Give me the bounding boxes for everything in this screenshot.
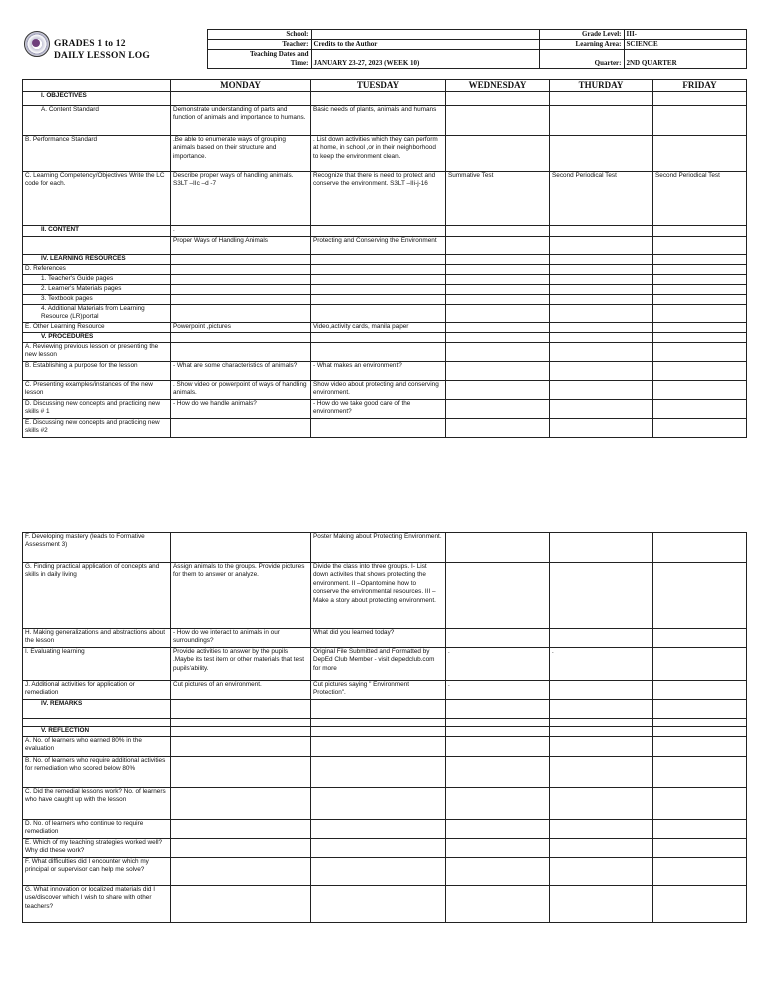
- cell-wednesday: [446, 323, 550, 333]
- cell-friday: [653, 333, 747, 343]
- table-row: [23, 255, 747, 265]
- cell-friday: [653, 419, 747, 438]
- cell-monday: [171, 858, 311, 886]
- cell-thursday: [550, 275, 653, 285]
- table-row: [23, 629, 747, 648]
- table-row: [23, 820, 747, 839]
- row-label: V. PROCEDURES: [23, 333, 171, 343]
- cell-friday: [653, 255, 747, 265]
- cell-wednesday: [446, 275, 550, 285]
- cell-thursday: [550, 563, 653, 629]
- table-row: [23, 839, 747, 858]
- cell-tuesday: [311, 820, 446, 839]
- cell-thursday: [550, 700, 653, 719]
- cell-monday: [171, 255, 311, 265]
- cell-tuesday: [311, 700, 446, 719]
- row-label: A. Reviewing previous lesson or presenting the new lesson: [23, 343, 171, 362]
- cell-thursday: Second Periodical Test: [550, 172, 653, 226]
- table-row: [23, 858, 747, 886]
- cell-thursday: [550, 419, 653, 438]
- table-row: [23, 681, 747, 700]
- cell-monday: [171, 719, 311, 727]
- table-row: [23, 136, 747, 172]
- cell-tuesday: Divide the class into three groups. I- List down activites that shows protecting the environment. II –Opantomine how to conserve the environmental resources. III – Make a story about protecting environment.: [311, 563, 446, 629]
- cell-thursday: [550, 92, 653, 106]
- cell-thursday: [550, 265, 653, 275]
- cell-friday: [653, 400, 747, 419]
- cell-friday: [653, 629, 747, 648]
- cell-friday: [653, 858, 747, 886]
- cell-wednesday: [446, 295, 550, 305]
- cell-wednesday: [446, 400, 550, 419]
- day-header-monday: MONDAY: [171, 80, 311, 92]
- cell-friday: [653, 106, 747, 136]
- corner-header-cell: [23, 80, 171, 92]
- row-label: E. Other Learning Resource: [23, 323, 171, 333]
- table-row: [23, 226, 747, 237]
- cell-friday: [653, 533, 747, 563]
- table-row: [23, 757, 747, 788]
- cell-wednesday: .: [446, 681, 550, 700]
- table-row: [23, 563, 747, 629]
- school-label: School:: [207, 30, 311, 40]
- cell-wednesday: [446, 629, 550, 648]
- lesson-log-table-page2: [22, 532, 747, 923]
- cell-tuesday: [311, 275, 446, 285]
- cell-friday: [653, 681, 747, 700]
- cell-tuesday: [311, 727, 446, 737]
- table-row: [23, 362, 747, 381]
- table-row: [23, 737, 747, 757]
- cell-thursday: [550, 820, 653, 839]
- cell-thursday: [550, 237, 653, 255]
- cell-wednesday: [446, 820, 550, 839]
- cell-monday: [171, 333, 311, 343]
- row-label: D. References: [23, 265, 171, 275]
- cell-tuesday: [311, 255, 446, 265]
- table-row: [23, 323, 747, 333]
- cell-thursday: [550, 727, 653, 737]
- table-row: [23, 400, 747, 419]
- table-row: [23, 719, 747, 727]
- cell-friday: Second Periodical Test: [653, 172, 747, 226]
- cell-tuesday: Cut pictures saying " Environment Protection".: [311, 681, 446, 700]
- cell-friday: [653, 757, 747, 788]
- cell-wednesday: [446, 858, 550, 886]
- cell-thursday: [550, 719, 653, 727]
- cell-tuesday: [311, 419, 446, 438]
- table-row: [23, 381, 747, 400]
- cell-monday: [171, 727, 311, 737]
- cell-wednesday: [446, 757, 550, 788]
- row-label: C. Did the remedial lessons work? No. of learners who have caught up with the lesson: [23, 788, 171, 820]
- cell-tuesday: [311, 285, 446, 295]
- cell-friday: [653, 343, 747, 362]
- teacher-label: Teacher:: [207, 40, 311, 50]
- cell-thursday: [550, 757, 653, 788]
- day-header-tuesday: TUESDAY: [311, 80, 446, 92]
- cell-friday: [653, 381, 747, 400]
- cell-thursday: [550, 226, 653, 237]
- row-label: C. Presenting examples/instances of the new lesson: [23, 381, 171, 400]
- cell-friday: [653, 136, 747, 172]
- cell-friday: [653, 700, 747, 719]
- cell-tuesday: Basic needs of plants, animals and humans: [311, 106, 446, 136]
- cell-tuesday: [311, 757, 446, 788]
- cell-monday: - What are some characteristics of animals?: [171, 362, 311, 381]
- cell-friday: [653, 648, 747, 681]
- cell-monday: Cut pictures of an environment.: [171, 681, 311, 700]
- row-label: G. Finding practical application of concepts and skills in daily living: [23, 563, 171, 629]
- cell-monday: [171, 886, 311, 923]
- cell-wednesday: [446, 737, 550, 757]
- cell-thursday: [550, 737, 653, 757]
- cell-thursday: [550, 343, 653, 362]
- cell-thursday: [550, 533, 653, 563]
- row-label: E. Which of my teaching strategies worked well? Why did these work?: [23, 839, 171, 858]
- cell-wednesday: [446, 136, 550, 172]
- table-row: [23, 106, 747, 136]
- table-row: [23, 237, 747, 255]
- cell-wednesday: [446, 533, 550, 563]
- cell-tuesday: . List down activities which they can perform at home, in school ,or in their neighborhood to keep the environment clean.: [311, 136, 446, 172]
- row-label: 1. Teacher's Guide pages: [23, 275, 171, 285]
- cell-wednesday: [446, 92, 550, 106]
- cell-tuesday: [311, 265, 446, 275]
- cell-wednesday: [446, 788, 550, 820]
- row-label: [23, 719, 171, 727]
- cell-wednesday: [446, 237, 550, 255]
- cell-friday: [653, 305, 747, 323]
- row-label: V. REFLECTION: [23, 727, 171, 737]
- cell-tuesday: Protecting and Conserving the Environment: [311, 237, 446, 255]
- cell-friday: [653, 737, 747, 757]
- learning-area-label: Learning Area:: [539, 40, 624, 50]
- cell-wednesday: [446, 839, 550, 858]
- teaching-dates-value: JANUARY 23-27, 2023 (WEEK 10): [311, 50, 539, 69]
- cell-tuesday: - How do we take good care of the environment?: [311, 400, 446, 419]
- day-header-friday: FRIDAY: [653, 80, 747, 92]
- cell-wednesday: [446, 719, 550, 727]
- cell-friday: [653, 226, 747, 237]
- cell-friday: [653, 788, 747, 820]
- cell-friday: [653, 275, 747, 285]
- row-label: B. Establishing a purpose for the lesson: [23, 362, 171, 381]
- cell-thursday: [550, 305, 653, 323]
- row-label: IV. LEARNING RESOURCES: [23, 255, 171, 265]
- cell-monday: [171, 419, 311, 438]
- cell-tuesday: [311, 333, 446, 343]
- cell-wednesday: [446, 333, 550, 343]
- table-row: [23, 419, 747, 438]
- row-label: I. OBJECTIVES: [23, 92, 171, 106]
- row-label: E. Discussing new concepts and practicing new skills #2: [23, 419, 171, 438]
- cell-wednesday: Summative Test: [446, 172, 550, 226]
- day-header-thursday: THURDAY: [550, 80, 653, 92]
- cell-thursday: [550, 629, 653, 648]
- cell-monday: [171, 788, 311, 820]
- lesson-log-table-page1: [22, 79, 747, 438]
- cell-thursday: [550, 285, 653, 295]
- row-label: A. No. of learners who earned 80% in the evaluation: [23, 737, 171, 757]
- cell-friday: [653, 886, 747, 923]
- table-row: [23, 343, 747, 362]
- cell-tuesday: [311, 858, 446, 886]
- cell-monday: - How do we interact to animals in our surroundings?: [171, 629, 311, 648]
- cell-thursday: [550, 106, 653, 136]
- cell-tuesday: - What makes an environment?: [311, 362, 446, 381]
- row-label: [23, 237, 171, 255]
- cell-monday: [171, 839, 311, 858]
- cell-monday: [171, 295, 311, 305]
- table-row: [23, 727, 747, 737]
- cell-monday: Describe proper ways of handling animals. S3LT –IIc –d -7: [171, 172, 311, 226]
- cell-thursday: [550, 333, 653, 343]
- cell-monday: Provide activities to answer by the pupils .Maybe its test item or other materials that test pupils'ability.: [171, 648, 311, 681]
- row-label: H. Making generalizations and abstractions about the lesson: [23, 629, 171, 648]
- cell-friday: [653, 719, 747, 727]
- school-value: [311, 30, 539, 40]
- cell-monday: Proper Ways of Handling Animals: [171, 237, 311, 255]
- cell-thursday: [550, 839, 653, 858]
- cell-monday: . Show video or powerpoint of ways of handling animals.: [171, 381, 311, 400]
- row-label: C. Learning Competency/Objectives Write the LC code for each.: [23, 172, 171, 226]
- row-label: 3. Textbook pages: [23, 295, 171, 305]
- cell-thursday: [550, 681, 653, 700]
- row-label: I. Evaluating learning: [23, 648, 171, 681]
- cell-friday: [653, 295, 747, 305]
- table-row: [23, 533, 747, 563]
- row-label: D. No. of learners who continue to require remediation: [23, 820, 171, 839]
- cell-tuesday: [311, 737, 446, 757]
- row-label: G. What innovation or localized materials did I use/discover which I wish to share with other teachers?: [23, 886, 171, 923]
- cell-tuesday: Original File Submitted and Formatted by DepEd Club Member - visit depedclub.com for more: [311, 648, 446, 681]
- cell-wednesday: [446, 285, 550, 295]
- cell-monday: [171, 285, 311, 295]
- cell-wednesday: [446, 343, 550, 362]
- day-header-wednesday: WEDNESDAY: [446, 80, 550, 92]
- cell-thursday: [550, 295, 653, 305]
- cell-thursday: [550, 886, 653, 923]
- cell-tuesday: [311, 788, 446, 820]
- cell-monday: .Be able to enumerate ways of grouping animals based on their structure and importance.: [171, 136, 311, 172]
- cell-monday: [171, 343, 311, 362]
- cell-monday: [171, 533, 311, 563]
- dates-label-2: Time:: [207, 59, 311, 69]
- cell-thursday: [550, 362, 653, 381]
- cell-monday: [171, 265, 311, 275]
- cell-thursday: [550, 858, 653, 886]
- cell-tuesday: [311, 92, 446, 106]
- cell-friday: [653, 237, 747, 255]
- cell-tuesday: Video,activity cards, manila paper: [311, 323, 446, 333]
- cell-wednesday: [446, 255, 550, 265]
- cell-wednesday: [446, 700, 550, 719]
- table-row: [23, 886, 747, 923]
- cell-monday: .: [171, 226, 311, 237]
- cell-friday: [653, 323, 747, 333]
- cell-friday: [653, 839, 747, 858]
- row-label: B. Performance Standard: [23, 136, 171, 172]
- cell-thursday: [550, 788, 653, 820]
- cell-thursday: [550, 323, 653, 333]
- cell-tuesday: [311, 226, 446, 237]
- cell-wednesday: [446, 563, 550, 629]
- grade-level-value: III-: [624, 30, 746, 40]
- cell-monday: [171, 820, 311, 839]
- table-row: [23, 295, 747, 305]
- cell-wednesday: [446, 226, 550, 237]
- row-label: II. CONTENT: [23, 226, 171, 237]
- cell-friday: [653, 92, 747, 106]
- table-row: [23, 172, 747, 226]
- cell-monday: [171, 700, 311, 719]
- cell-tuesday: Recognize that there is need to protect and conserve the environment. S3LT –IIi-j-16: [311, 172, 446, 226]
- cell-wednesday: [446, 727, 550, 737]
- row-label: IV. REMARKS: [23, 700, 171, 719]
- cell-monday: Powerpoint ,pictures: [171, 323, 311, 333]
- title-line-1: GRADES 1 to 12: [54, 39, 126, 49]
- grade-level-label: Grade Level:: [539, 30, 624, 40]
- table-row: [23, 333, 747, 343]
- row-label: F. What difficulties did I encounter which my principal or supervisor can help me solve?: [23, 858, 171, 886]
- cell-monday: Assign animals to the groups. Provide pictures for them to answer or analyze.: [171, 563, 311, 629]
- cell-tuesday: [311, 839, 446, 858]
- cell-friday: [653, 362, 747, 381]
- cell-tuesday: [311, 719, 446, 727]
- cell-thursday: [550, 400, 653, 419]
- quarter-value: 2ND QUARTER: [624, 50, 746, 69]
- cell-tuesday: What did you learned today?: [311, 629, 446, 648]
- cell-wednesday: [446, 381, 550, 400]
- table-row: [23, 285, 747, 295]
- cell-tuesday: [311, 343, 446, 362]
- table-row: [23, 92, 747, 106]
- cell-thursday: [550, 255, 653, 265]
- cell-monday: [171, 92, 311, 106]
- cell-monday: [171, 757, 311, 788]
- cell-wednesday: .: [446, 648, 550, 681]
- cell-friday: [653, 285, 747, 295]
- cell-monday: [171, 737, 311, 757]
- cell-wednesday: [446, 419, 550, 438]
- cell-friday: [653, 563, 747, 629]
- table-row: [23, 265, 747, 275]
- cell-friday: [653, 265, 747, 275]
- learning-area-value: SCIENCE: [624, 40, 746, 50]
- table-row: [23, 275, 747, 285]
- header-info-table: [22, 29, 747, 69]
- cell-thursday: .: [550, 648, 653, 681]
- row-label: B. No. of learners who require additional activities for remediation who scored below 80%: [23, 757, 171, 788]
- cell-friday: [653, 820, 747, 839]
- row-label: 4. Additional Materials from Learning Resource (LR)portal: [23, 305, 171, 323]
- table-row: [23, 648, 747, 681]
- cell-friday: [653, 727, 747, 737]
- row-label: F. Developing mastery (leads to Formative Assessment 3): [23, 533, 171, 563]
- cell-tuesday: Poster Making about Protecting Environment.: [311, 533, 446, 563]
- cell-wednesday: [446, 305, 550, 323]
- quarter-label: Quarter:: [539, 50, 624, 69]
- cell-monday: [171, 305, 311, 323]
- table-row: [23, 788, 747, 820]
- cell-thursday: [550, 381, 653, 400]
- row-label: 2. Learner's Materials pages: [23, 285, 171, 295]
- cell-wednesday: [446, 886, 550, 923]
- cell-tuesday: [311, 295, 446, 305]
- cell-wednesday: [446, 265, 550, 275]
- dates-label-1: Teaching Dates and: [207, 50, 311, 60]
- row-label: J. Additional activities for application or remediation: [23, 681, 171, 700]
- row-label: A. Content Standard: [23, 106, 171, 136]
- table-row: [23, 305, 747, 323]
- cell-monday: Demonstrate understanding of parts and function of animals and importance to humans.: [171, 106, 311, 136]
- teacher-value: Credits to the Author: [311, 40, 539, 50]
- cell-monday: - How do we handle animals?: [171, 400, 311, 419]
- row-label: D. Discussing new concepts and practicing new skills # 1: [23, 400, 171, 419]
- title-line-2: DAILY LESSON LOG: [54, 51, 150, 61]
- cell-wednesday: [446, 362, 550, 381]
- cell-thursday: [550, 136, 653, 172]
- cell-wednesday: [446, 106, 550, 136]
- table-row: [23, 700, 747, 719]
- cell-monday: [171, 275, 311, 285]
- cell-tuesday: [311, 886, 446, 923]
- cell-tuesday: [311, 305, 446, 323]
- cell-tuesday: Show video about protecting and conserving environment.: [311, 381, 446, 400]
